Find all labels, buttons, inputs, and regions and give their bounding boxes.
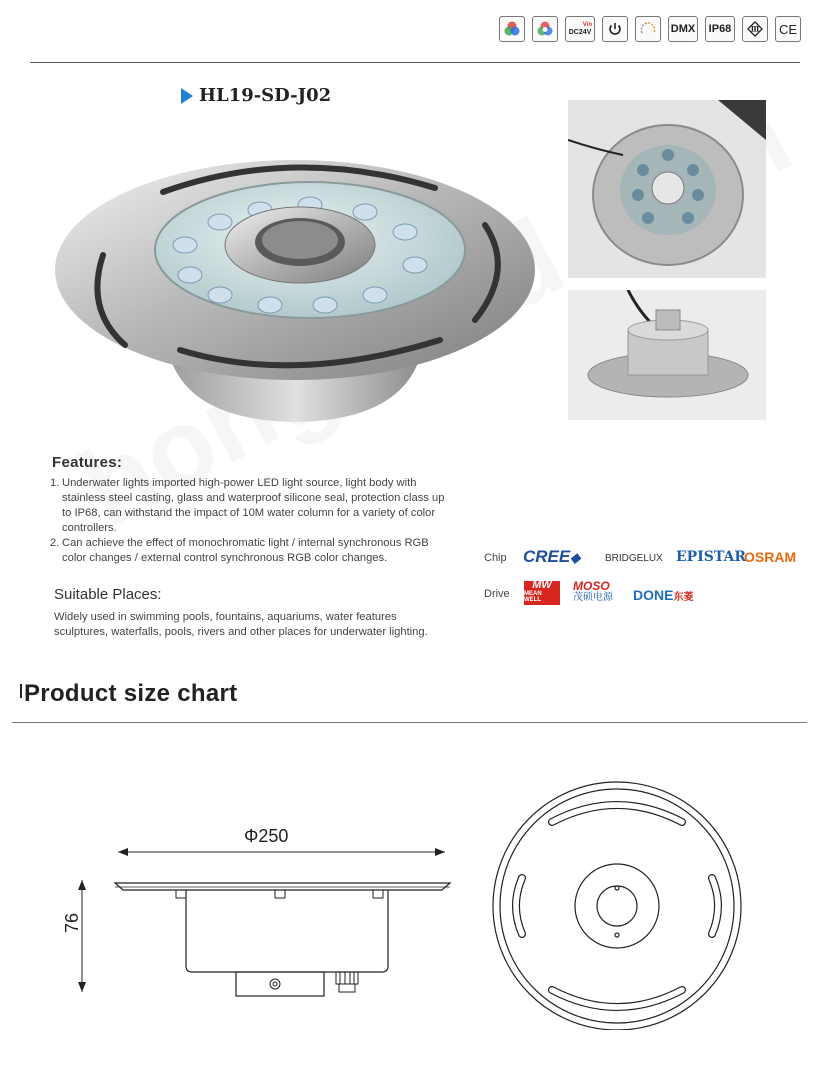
svg-text:Ⅲ: Ⅲ [750, 24, 760, 34]
brand-meanwell [524, 581, 560, 605]
ip68-icon: IP68 [705, 16, 735, 42]
brand-moso [573, 580, 613, 604]
feature-number: 1. [50, 477, 60, 489]
voltage-label: DC24V [568, 29, 592, 36]
product-main-image [45, 150, 550, 430]
brand-bridgelux: BRIDGELUX [605, 553, 663, 564]
drive-label: Drive [484, 588, 510, 600]
class-iii-icon [742, 16, 768, 42]
brand-moso-sub: 茂硕电源 [573, 592, 613, 603]
brand-moso-label: MOSO [573, 579, 610, 593]
feature-item [50, 476, 450, 536]
meanwell-logo-icon: MW [532, 579, 552, 591]
title-marker [20, 684, 22, 698]
size-chart-divider [12, 722, 807, 723]
beam-angle-icon [635, 16, 661, 42]
certification-icons [499, 16, 801, 42]
rgbw-icon [532, 16, 558, 42]
features-heading: Features: [52, 454, 123, 471]
brand-osram: OSRAM [744, 549, 797, 565]
dmx-icon: DMX [668, 16, 698, 42]
ce-icon: CE [775, 16, 801, 42]
rgb-icon [499, 16, 525, 42]
product-photo-side [568, 290, 766, 420]
power-icon [602, 16, 628, 42]
model-arrow-icon [181, 88, 193, 104]
brand-done-label: DONE [633, 587, 674, 603]
cree-diamond-icon: ◆ [570, 550, 581, 565]
feature-text: Underwater lights imported high-power LED light source, light body with stainless steel casting, glass and waterproof silicone seal, protection class up to IP68, can withstand the impact of 10M water column for a variety of color controllers. [62, 477, 445, 534]
voltage-icon [565, 16, 595, 42]
height-label: 76 [62, 912, 82, 933]
top-divider [30, 62, 800, 63]
brand-cree-label: CREE [523, 547, 571, 566]
feature-number: 2. [50, 537, 60, 549]
brand-done-sub: 东菱 [673, 592, 694, 603]
voltage-sup: Vin [582, 22, 592, 28]
brand-meanwell-label: MEAN WELL [524, 591, 542, 603]
places-text: Widely used in swimming pools, fountains, aquariums, water features sculptures, waterfalls, pools, rivers and other places for underwater lighting. [54, 611, 428, 638]
top-view-drawing [490, 770, 750, 1030]
size-chart-title: Product size chart [24, 680, 238, 707]
chip-label: Chip [484, 552, 507, 564]
brand-cree [523, 547, 580, 567]
places-heading: Suitable Places: [54, 586, 162, 603]
brand-done [633, 587, 693, 603]
model-label: HL19-SD-J02 [199, 85, 332, 106]
product-photo-top [568, 100, 766, 278]
feature-text: Can achieve the effect of monochromatic light / internal synchronous RGB color changes / external control synchronous RGB color changes. [62, 537, 429, 564]
product-model [181, 85, 331, 106]
brand-epistar: EPISTAR [676, 549, 747, 565]
feature-item [50, 536, 450, 566]
features-list [50, 476, 450, 566]
diameter-label: Φ250 [244, 826, 289, 846]
